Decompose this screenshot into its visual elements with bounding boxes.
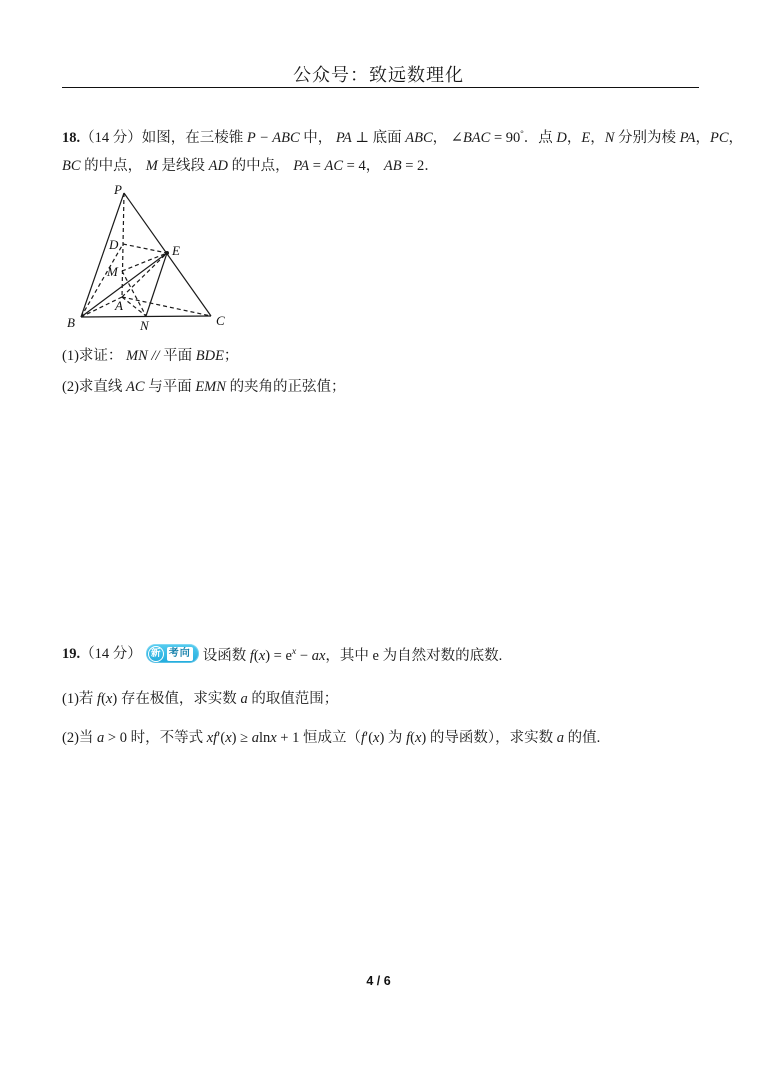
solid-edge-BE: [81, 253, 167, 317]
text-segment: （14 分）如图，在三棱锥: [80, 129, 247, 146]
text-segment: x: [291, 646, 297, 657]
text-segment: x: [414, 730, 422, 746]
text-segment: (2)求直线: [62, 379, 127, 395]
text-segment: ，其中 e 为自然对数的底数.: [325, 647, 503, 664]
dashed-edge-ME: [122, 253, 167, 271]
text-segment: = 2．: [401, 158, 439, 174]
figure-label-N: N: [140, 318, 149, 333]
text-segment: f: [97, 691, 102, 707]
text-segment: AC: [126, 379, 145, 395]
text-segment: x: [258, 647, 266, 664]
problem-18-part-1: [62, 345, 238, 367]
text-segment: > 0 时，不等式: [104, 730, 207, 746]
problem-19-part-2: [62, 727, 600, 749]
text-segment: (: [253, 647, 259, 664]
text-segment: ∠: [450, 129, 463, 146]
text-segment: 的值.: [563, 730, 601, 746]
text-segment: (1)求证：: [62, 348, 127, 364]
text-segment: = 4，: [343, 158, 384, 174]
problem-18-part-2: [62, 376, 346, 398]
text-segment: D: [556, 129, 567, 146]
text-segment: −: [296, 647, 312, 664]
text-segment: 设函数: [202, 647, 250, 664]
text-segment: 18.: [62, 129, 81, 146]
text-segment: M: [145, 158, 158, 174]
text-segment: （14 分）: [80, 645, 142, 662]
text-segment: AB: [383, 158, 402, 174]
badge-label: 考向: [168, 647, 191, 659]
text-segment: °: [520, 128, 524, 138]
figure-label-D: D: [109, 237, 119, 252]
text-segment: AD: [208, 158, 228, 174]
text-segment: a: [240, 691, 248, 707]
problem-19-heading: [62, 640, 502, 668]
text-segment: 19.: [62, 645, 81, 662]
text-segment: ，: [566, 129, 582, 146]
text-segment: 的夹角的正弦值；: [225, 379, 346, 395]
text-segment: PA: [335, 129, 352, 146]
text-segment: (: [101, 691, 106, 707]
text-segment: ⊥ 底面: [351, 129, 406, 146]
badge-circle-text: 新: [148, 646, 164, 662]
text-segment: 的取值范围；: [247, 691, 339, 707]
page-footer: [0, 974, 757, 988]
problem-19-part-1: [62, 688, 338, 710]
text-segment: ，: [728, 129, 744, 146]
text-segment: + 1 恒成立（: [276, 730, 361, 746]
text-segment: ) ≥: [231, 730, 252, 746]
text-segment: PA: [293, 158, 310, 174]
text-segment: N: [604, 129, 615, 146]
dashed-edge-AN: [122, 297, 146, 316]
text-segment: f: [249, 647, 254, 664]
text-segment: ，: [695, 129, 710, 146]
text-segment: BDE: [195, 348, 224, 364]
text-segment: ，: [590, 129, 605, 146]
page-number: 4 / 6: [366, 974, 391, 988]
text-segment: PC: [710, 129, 729, 146]
text-segment: = 90: [490, 129, 521, 146]
text-segment: ABC: [405, 129, 433, 146]
text-segment: a: [251, 730, 259, 746]
text-segment: x: [225, 730, 232, 746]
page-header-title: 公众号：致远数理化: [293, 65, 464, 85]
text-segment: ．点: [523, 129, 557, 146]
text-segment: ；: [223, 348, 239, 364]
figure-label-M: M: [107, 264, 118, 279]
text-segment: 是线段: [157, 158, 209, 174]
solid-edge-EN: [146, 253, 167, 316]
figure-label-E: E: [172, 243, 180, 258]
text-segment: E: [581, 129, 591, 146]
problem-19-statement: [203, 640, 502, 668]
text-segment: MN: [126, 348, 148, 364]
text-segment: AC: [324, 158, 344, 174]
figure-label-P: P: [114, 183, 122, 197]
problem-19-number: [62, 642, 142, 666]
text-segment: EMN: [195, 379, 226, 395]
text-segment: ) 的导函数），求实数: [421, 730, 557, 746]
header-divider: [62, 87, 699, 88]
text-segment: ) 存在极值，求实数: [112, 691, 241, 707]
text-segment: P − ABC: [246, 129, 300, 146]
text-segment: a: [97, 730, 105, 746]
text-segment: (1)若: [62, 691, 98, 707]
text-segment: =: [309, 158, 325, 174]
text-segment: PA: [679, 129, 696, 146]
problem-18-statement-line-2: [62, 155, 439, 177]
text-segment: x: [270, 730, 277, 746]
text-segment: ′(: [217, 730, 226, 746]
text-segment: BC: [62, 158, 81, 174]
text-segment: f: [406, 730, 411, 746]
text-segment: 与平面: [144, 379, 196, 395]
new-topic-badge: [146, 644, 199, 663]
text-segment: ) = e: [265, 647, 292, 664]
solid-edge-BC: [81, 316, 211, 317]
dashed-edge-AC: [122, 297, 211, 316]
figure-label-A: A: [115, 298, 123, 313]
text-segment: a: [556, 730, 564, 746]
text-segment: 中，: [299, 129, 336, 146]
text-segment: (: [410, 730, 415, 746]
text-segment: x: [373, 730, 380, 746]
text-segment: 分别为棱: [614, 129, 680, 146]
text-segment: x: [105, 691, 113, 707]
tetrahedron-diagram: [60, 183, 232, 338]
text-segment: ln: [258, 730, 271, 746]
text-segment: ，: [432, 129, 451, 146]
figure-label-C: C: [216, 313, 225, 328]
text-segment: (2)当: [62, 730, 98, 746]
dashed-edge-PA: [122, 193, 124, 297]
text-segment: ′(: [365, 730, 374, 746]
text-segment: xf: [206, 730, 218, 746]
geometry-figure: [60, 183, 232, 338]
figure-label-B: B: [67, 315, 75, 330]
text-segment: ax: [311, 647, 326, 664]
text-segment: 的中点，: [80, 158, 146, 174]
text-segment: 的中点，: [227, 158, 294, 174]
text-segment: BAC: [462, 129, 491, 146]
text-segment: ) 为: [379, 730, 407, 746]
problem-18-statement-line-1: [62, 122, 743, 149]
point-dot-E: [165, 251, 169, 255]
text-segment: f: [360, 730, 366, 746]
text-segment: //: [147, 348, 164, 364]
text-segment: 平面: [163, 348, 196, 364]
